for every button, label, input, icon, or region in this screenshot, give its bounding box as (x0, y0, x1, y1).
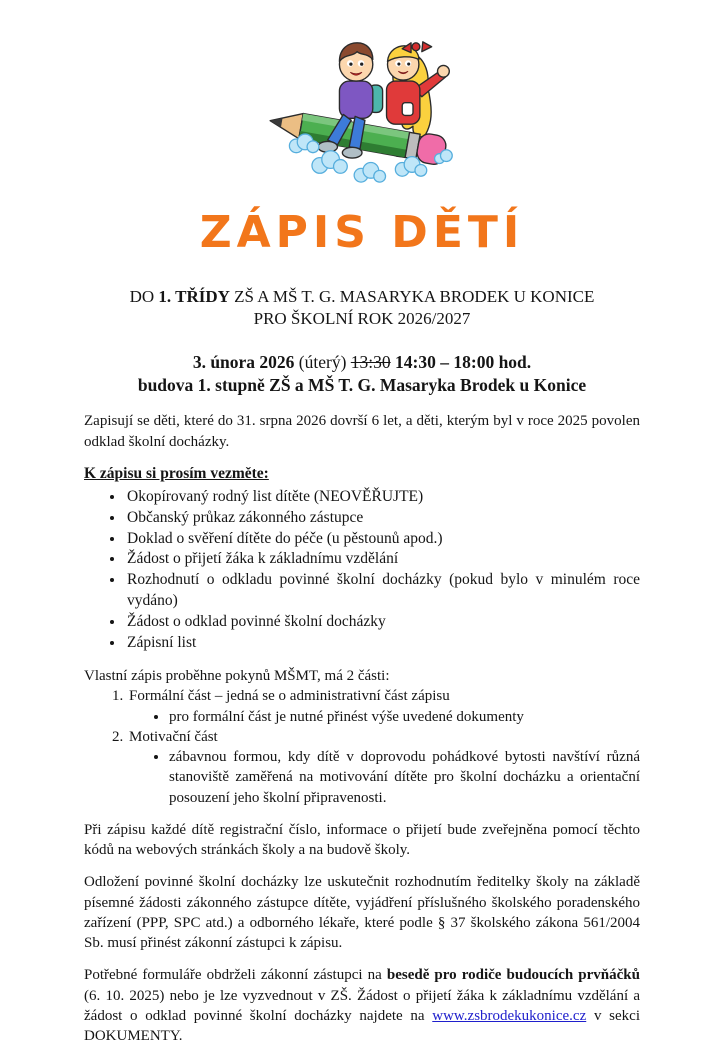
schedule-day: (úterý) (294, 352, 351, 373)
page-title: ZÁPIS DĚTÍ (199, 207, 525, 259)
subtitle-text: DO (129, 287, 159, 307)
forms-paragraph (84, 965, 640, 1046)
process-section (84, 666, 640, 808)
list-item: • Žádost o odklad povinné školní docházky (125, 612, 640, 633)
list-item: • Rozhodnutí o odkladu povinné školní docházky (pokud bylo v minulém roce vydáno) (125, 570, 640, 612)
process-substep: • zábavnou formou, kdy dítě v doprovodu pohádkové bytosti navštíví různá stanoviště zaměřená na motivování dítěte pro školní docházku a orientační posouzení jeho školní připravenosti. (169, 747, 640, 808)
children-pencil-illustration (259, 30, 465, 198)
process-step-text: Motivační část (129, 728, 218, 745)
subtitle-bold-text: 1. TŘÍDY (158, 287, 230, 307)
schedule-block (84, 351, 640, 397)
schedule-date-line (84, 351, 640, 374)
schedule-old-time-struck: 13:30 (350, 352, 391, 373)
process-substep: • pro formální část je nutné přinést výše uvedené dokumenty (169, 707, 640, 727)
subtitle-line-2: PRO ŠKOLNÍ ROK 2026/2027 (253, 308, 471, 328)
children-pencil-image (259, 30, 465, 192)
process-list (84, 686, 640, 808)
process-step (127, 727, 640, 808)
process-step (127, 686, 640, 727)
list-item: • Okopírovaný rodný list dítěte (NEOVĚŘUJTE) (125, 487, 640, 508)
process-step-text: Formální část – jedná se o administrativní část zápisu (129, 688, 450, 705)
forms-text-2: (6. 10. 2025) nebo je lze vyzvednout v ZŠ. Žádost o přijetí žáka k základnímu vzdělání a žádost o odklad povinné školní docházky najdete na (84, 987, 640, 1024)
document-page (0, 30, 724, 1054)
list-item: • Zápisní list (125, 633, 640, 654)
subtitle-line-1 (84, 286, 640, 308)
bring-list (84, 487, 640, 654)
list-item: • Žádost o přijetí žáka k základnímu vzdělání (125, 549, 640, 570)
subtitle-text-2: ZŠ A MŠ T. G. MASARYKA BRODEK U KONICE (229, 287, 595, 307)
forms-text-3: v sekci DOKUMENTY. (84, 1007, 640, 1045)
schedule-new-time: 14:30 – 18:00 hod. (390, 352, 532, 373)
registration-paragraph: Při zápisu každé dítě registrační číslo, informace o přijetí bude zveřejněna pomocí těchto kódů na webových stránkách školy a na budově školy. (84, 821, 640, 859)
list-item: • Občanský průkaz zákonného zástupce (125, 508, 640, 529)
school-website-link[interactable]: www.zsbrodekukonice.cz (432, 1007, 587, 1024)
bring-section (84, 464, 640, 654)
process-intro: Vlastní zápis proběhne pokynů MŠMT, má 2 části: (84, 668, 390, 685)
bring-heading: K zápisu si prosím vezměte: (84, 464, 269, 482)
schedule-date: 3. února 2026 (192, 352, 295, 373)
list-item: • Doklad o svěření dítěte do péče (u pěstounů apod.) (125, 529, 640, 550)
schedule-venue: budova 1. stupně ZŠ a MŠ T. G. Masaryka Brodek u Konice (137, 375, 587, 396)
forms-text: Potřebné formuláře obdrželi zákonní zástupci na (84, 967, 387, 984)
intro-paragraph: Zapisují se děti, které do 31. srpna 2026 dovrší 6 let, a děti, kterým byl v roce 2025 povolen odklad školní docházky. (84, 413, 640, 450)
postponement-paragraph: Odložení povinné školní docházky lze uskutečnit rozhodnutím ředitelky školy na základě písemné žádosti zákonného zástupce dítěte, vyjádření příslušného školského poradenského zařízení (PPP, SPC atd.) a odborného lékaře, které podle § 37 školského zákona 561/2004 Sb. musí přinést zákonní zástupci k zápisu. (84, 874, 640, 952)
subtitle-heading (84, 286, 640, 329)
forms-bold-text: besedě pro rodiče budoucích prvňáčků (386, 967, 640, 984)
